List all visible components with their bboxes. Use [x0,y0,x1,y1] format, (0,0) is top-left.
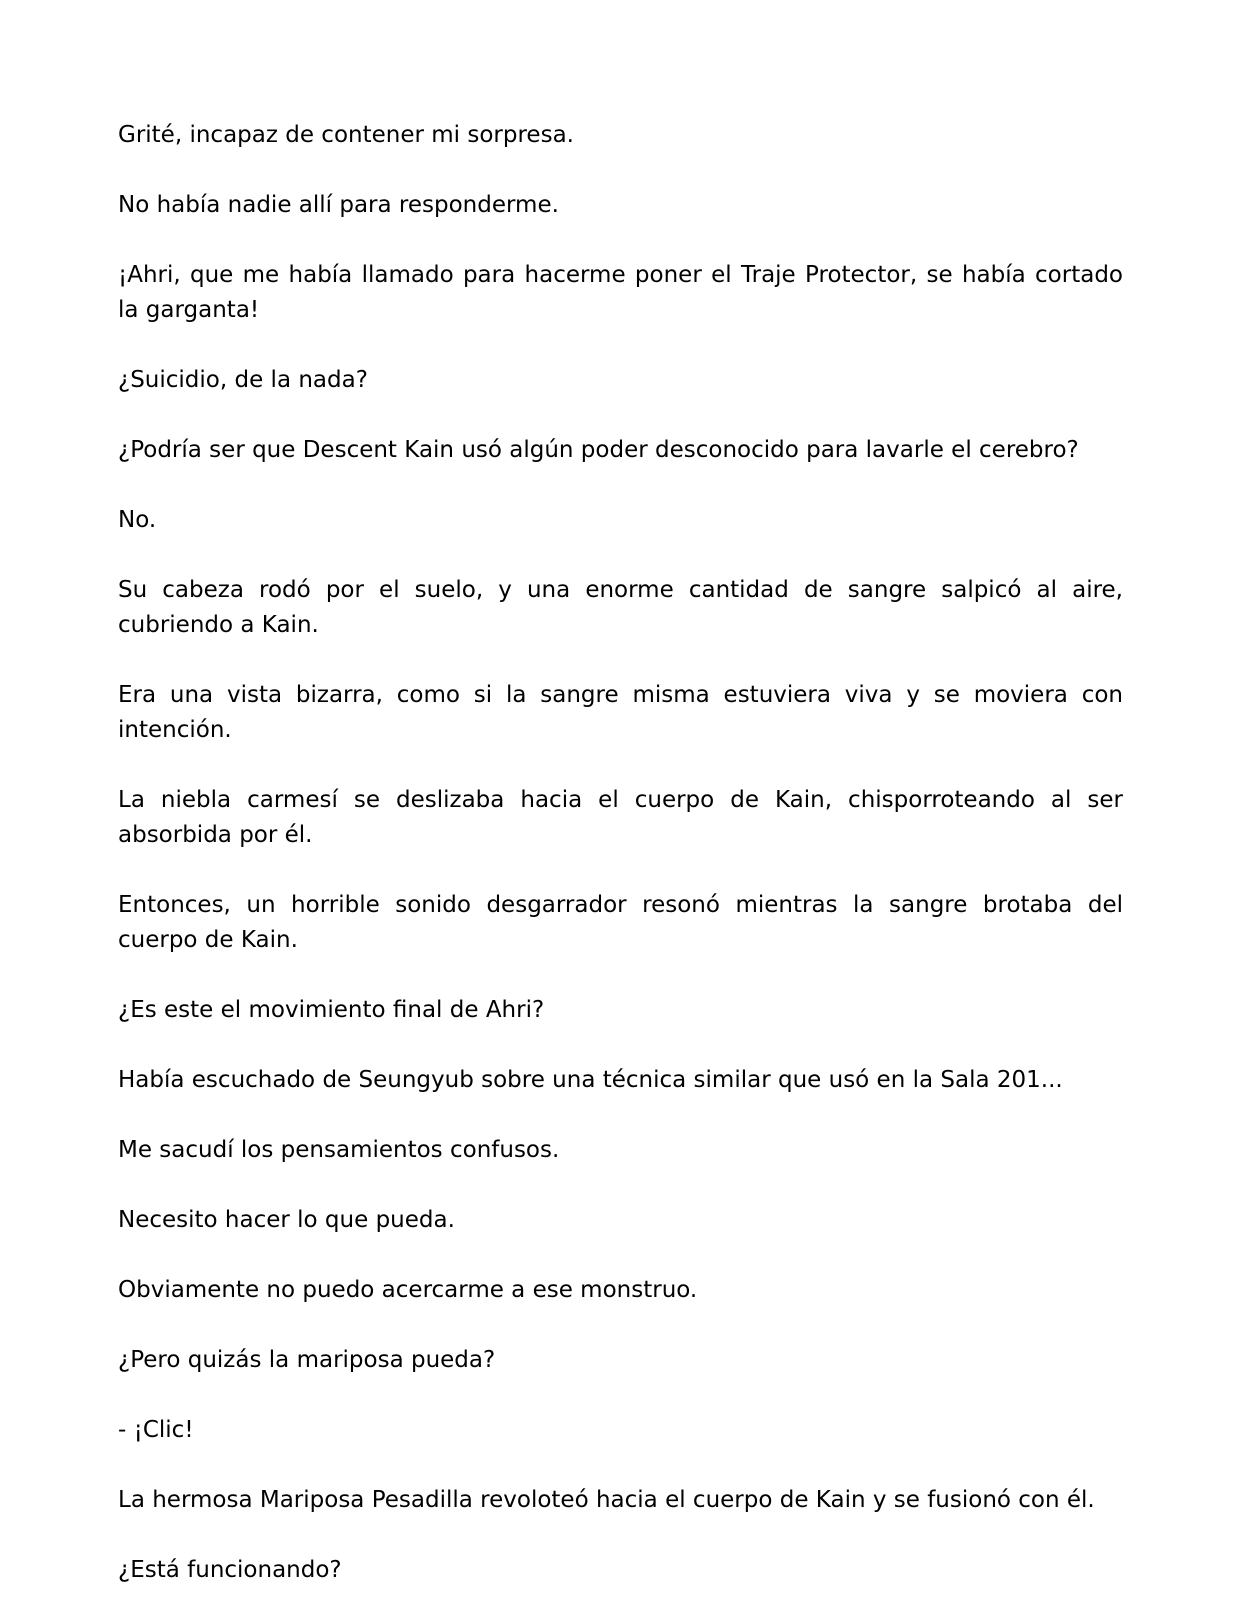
paragraph: No. [118,507,157,533]
paragraph: ¿Suicidio, de la nada? [118,367,368,393]
paragraph: No había nadie allí para responderme. [118,192,559,218]
paragraph: ¿Podría ser que Descent Kain usó algún poder desconocido para lavarle el cerebro? [118,437,1079,463]
paragraph: ¡Ahri, que me había llamado para hacerme poner el Traje Protector, se había cortado la garganta! [118,262,1123,323]
paragraph: Su cabeza rodó por el suelo, y una enorme cantidad de sangre salpicó al aire, cubriendo a Kain. [118,577,1123,638]
paragraph: Entonces, un horrible sonido desgarrador resonó mientras la sangre brotaba del cuerpo de Kain. [118,892,1123,953]
paragraph: La hermosa Mariposa Pesadilla revoloteó hacia el cuerpo de Kain y se fusionó con él. [118,1487,1095,1513]
paragraph: ¿Está funcionando? [118,1557,342,1583]
paragraph: La niebla carmesí se deslizaba hacia el cuerpo de Kain, chisporroteando al ser absorbida por él. [118,787,1123,848]
paragraph: ¿Pero quizás la mariposa pueda? [118,1347,496,1373]
paragraph: Había escuchado de Seungyub sobre una técnica similar que usó en la Sala 201... [118,1067,1063,1093]
paragraph: Obviamente no puedo acercarme a ese monstruo. [118,1277,698,1303]
paragraph: Necesito hacer lo que pueda. [118,1207,455,1233]
paragraph: - ¡Clic! [118,1417,194,1443]
text-body [118,118,1123,1623]
paragraph: Era una vista bizarra, como si la sangre misma estuviera viva y se moviera con intención. [118,682,1123,743]
paragraph: Grité, incapaz de contener mi sorpresa. [118,122,574,148]
paragraph: Me sacudí los pensamientos confusos. [118,1137,560,1163]
paragraph: ¿Es este el movimiento final de Ahri? [118,997,545,1023]
